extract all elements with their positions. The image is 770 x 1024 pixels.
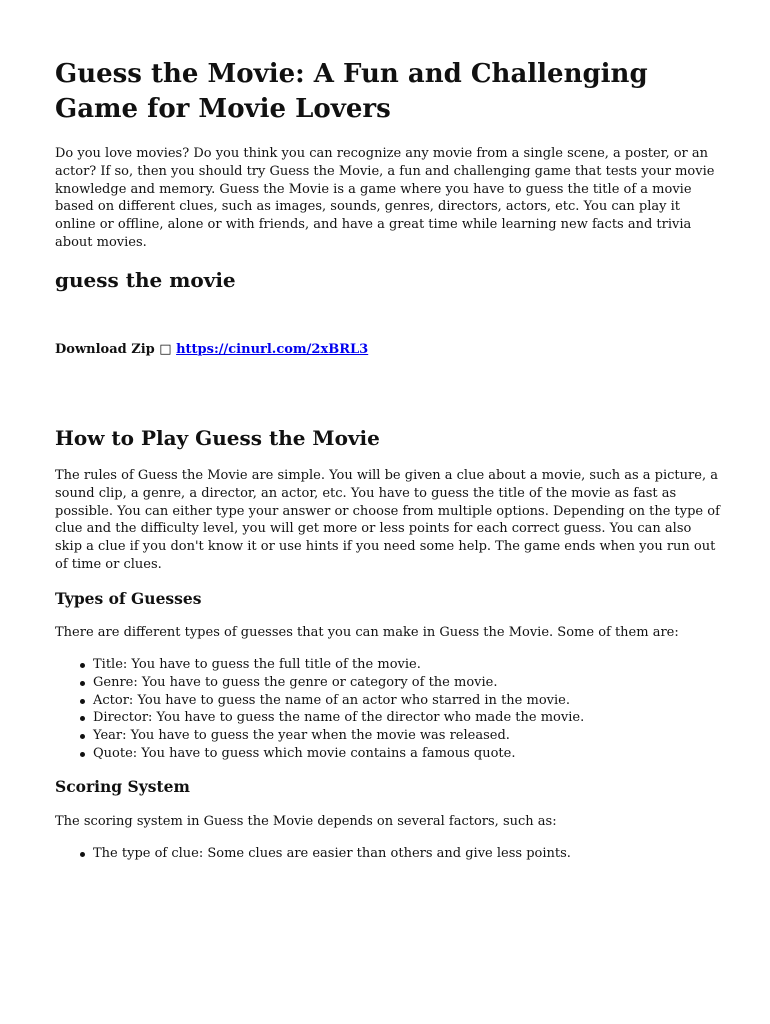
list-item: Genre: You have to guess the genre or category of the movie. [93,674,720,692]
list-item: Year: You have to guess the year when the movie was released. [93,727,720,745]
subheading: guess the movie [55,268,236,292]
download-label: Download Zip □ [55,342,172,357]
download-line [55,341,368,359]
page-title: Guess the Movie: A Fun and Challenging Game for Movie Lovers [55,59,648,124]
scoring-system-intro: The scoring system in Guess the Movie depends on several factors, such as: [55,814,557,829]
list-item: Actor: You have to guess the name of an actor who starred in the movie. [93,692,720,710]
list-item: Director: You have to guess the name of the director who made the movie. [93,709,720,727]
list-item: The type of clue: Some clues are easier than others and give less points. [93,845,720,863]
intro-paragraph: Do you love movies? Do you think you can recognize any movie from a single scene, a poster, or an actor? If so, then you should try Guess the Movie, a fun and challenging game that tests your movie knowledge and memory. Guess the Movie is a game where you have to guess the title of a movie based on different clues, such as images, sounds, genres, directors, actors, etc. You can play it online or offline, alone or with friends, and have a great time while learning new facts and trivia about movies. [55,146,715,250]
list-item: Title: You have to guess the full title of the movie. [93,656,720,674]
scoring-system-heading: Scoring System [55,777,190,796]
how-to-play-paragraph: The rules of Guess the Movie are simple. You will be given a clue about a movie, such as a picture, a sound clip, a genre, a director, an actor, etc. You have to guess the title of the movie as fast as possible. You can either type your answer or choose from multiple options. Depending on the type of clue and the difficulty level, you will get more or less points for each correct guess. You can also skip a clue if you don't know it or use hints if you need some help. The game ends when you run out of time or clues. [55,468,720,572]
scoring-system-list [55,845,720,863]
download-link[interactable]: https://cinurl.com/2xBRL3 [176,342,369,357]
types-of-guesses-intro: There are different types of guesses that you can make in Guess the Movie. Some of them are: [55,625,679,640]
types-of-guesses-list [55,656,720,763]
how-to-play-heading: How to Play Guess the Movie [55,426,380,450]
list-item: Quote: You have to guess which movie contains a famous quote. [93,745,720,763]
types-of-guesses-heading: Types of Guesses [55,589,202,608]
